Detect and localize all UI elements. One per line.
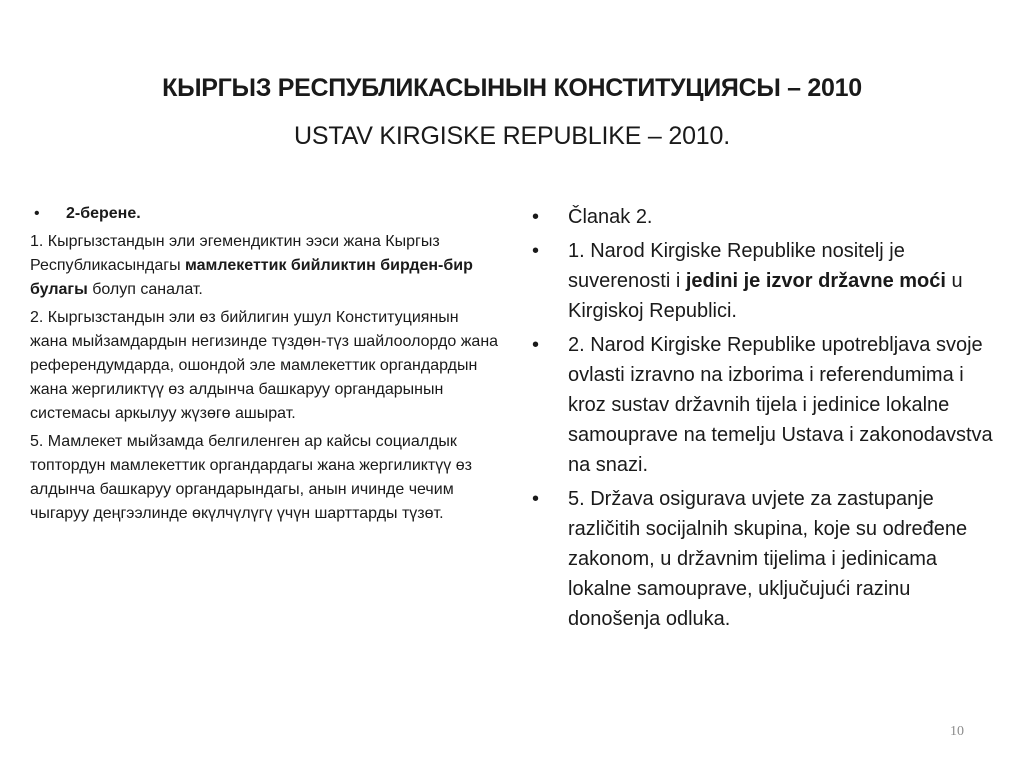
left-heading: 2-берене. [66, 205, 141, 222]
right-column-croatian [528, 202, 998, 638]
bullet-icon: • [532, 206, 540, 228]
bullet-icon: • [34, 205, 40, 222]
right-item-heading [528, 202, 998, 232]
left-paragraph-2: 2. Кыргызстандын эли өз бийлигин ушул Конституциянын жана мыйзамдардын негизинде түздөн-түз шайлоолордо жана референдумдарда, ошондой эле мамлекеттик органдардын жана жергиликтүү өз алдынча башкаруу органдарынын системасы аркылуу жүзөгө ашырат. [30, 309, 499, 422]
left-p1-bold: мамлекеттик бийликтин бирден-бир булагы [30, 257, 473, 298]
right-p1-text-c: u Kirgiskoj Republici. [568, 270, 963, 322]
right-p1-bold: jedini je izvor državne moći [685, 270, 946, 292]
bullet-icon: • [532, 488, 540, 510]
left-paragraph-3: 5. Мамлекет мыйзамда белгиленген ар кайсы социалдык топтордун мамлекеттик органдардагы жана жергиликтүү өз алдынча башкаруу органдарындагы, анын ичинде чечим чыгаруу деңгээлинде өкүлчүлүгү үчүн шарттарды түзөт. [30, 433, 472, 522]
left-heading-row [30, 202, 500, 226]
title-kyrgyz: КЫРГЫЗ РЕСПУБЛИКАСЫНЫН КОНСТИТУЦИЯСЫ – 2010 [162, 74, 862, 102]
bullet-icon: • [532, 240, 540, 262]
right-item-2 [528, 330, 998, 480]
right-paragraph-3: 5. Država osigurava uvjete za zastupanje različitih socijalnih skupina, koje su određene zakonom, u državnim tijelima i jedinicama lokalne samouprave, uključujući razinu donošenja odluka. [568, 488, 968, 630]
right-heading: Članak 2. [568, 206, 653, 228]
right-item-1 [528, 236, 998, 326]
slide-title [0, 68, 1024, 156]
left-paragraph-1 [30, 230, 500, 302]
bullet-icon: • [532, 334, 540, 356]
right-p1-text-a: 1. Narod Kirgiske Republike nositelj je suverenosti i [568, 240, 905, 292]
left-p1-text-a: 1. Кыргызстандын эли эгемендиктин ээси жана Кыргыз Республикасындагы [30, 233, 440, 274]
page-number: 10 [950, 724, 964, 739]
right-item-3 [528, 484, 998, 634]
right-paragraph-2: 2. Narod Kirgiske Republike upotrebljava svoje ovlasti izravno na izborima i referendumima i kroz sustav državnih tijela i jedinice lokalne samouprave na temelju Ustava i zakonodavstva na snazi. [568, 334, 993, 476]
title-croatian: USTAV KIRGISKE REPUBLIKE – 2010. [294, 122, 730, 150]
left-p1-text-c: болуп саналат. [87, 281, 203, 298]
right-paragraph-1 [568, 236, 998, 326]
left-column-kyrgyz [30, 202, 500, 526]
